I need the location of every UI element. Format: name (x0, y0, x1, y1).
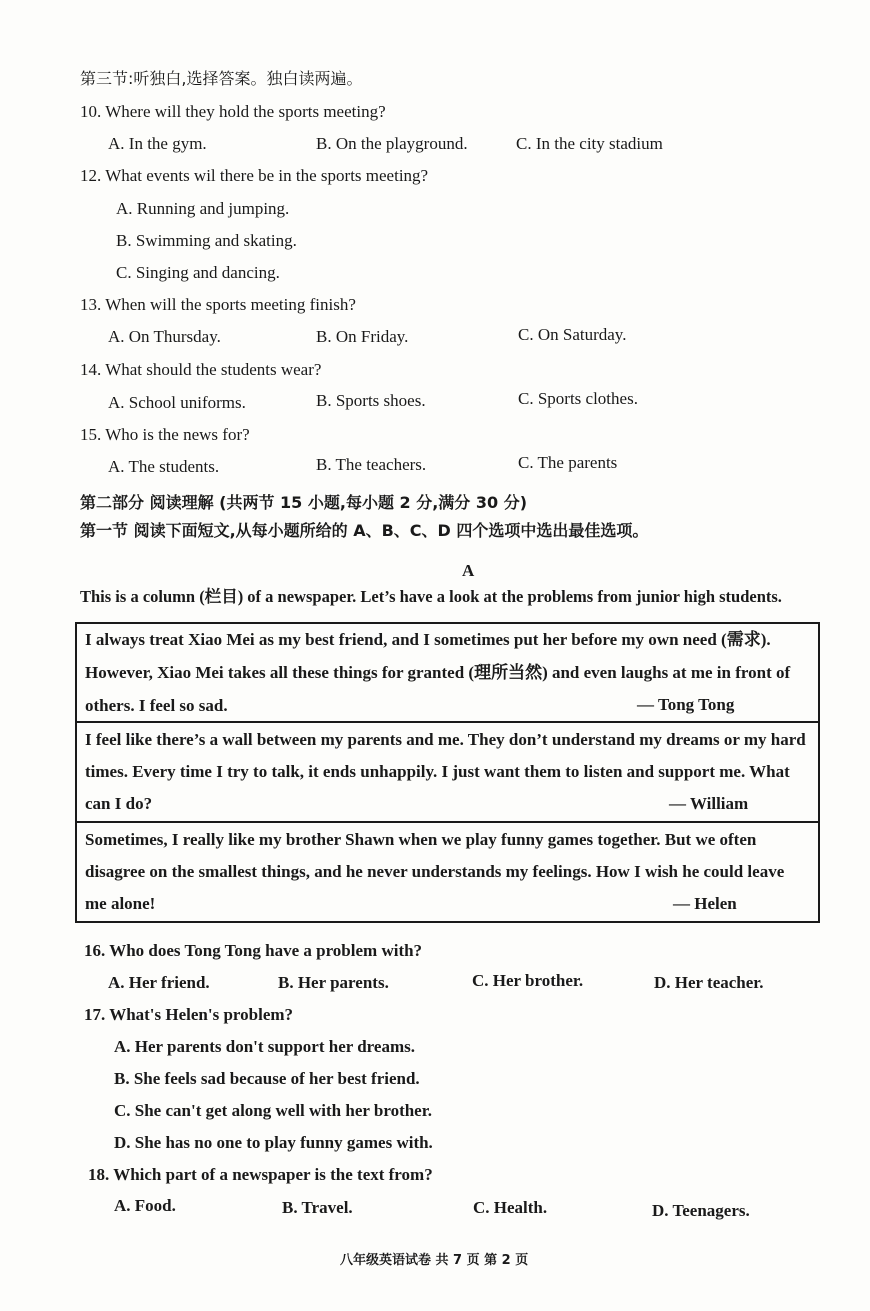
option: C. Singing and dancing. (116, 263, 280, 282)
option: C. She can't get along well with her brother. (114, 1101, 432, 1120)
letter-signature: — Helen (673, 894, 737, 913)
passage-intro: This is a column (栏目) of a newspaper. Let’s have a look at the problems from junior high students. (80, 587, 782, 606)
section-heading: 第三节:听独白,选择答案。独白读两遍。 (80, 69, 363, 88)
option: A. In the gym. (108, 134, 207, 153)
option: C. Health. (473, 1198, 548, 1217)
passage-label: A (462, 561, 475, 580)
option: B. The teachers. (316, 455, 427, 474)
option: A. Running and jumping. (116, 199, 290, 218)
part-heading: 第二部分 阅读理解 (共两节 15 小题,每小题 2 分,满分 30 分) (80, 493, 528, 512)
option: A. Food. (114, 1196, 176, 1215)
letter-tong-tong (77, 624, 818, 723)
letter-signature: — William (669, 794, 749, 813)
option: B. On Friday. (316, 327, 409, 346)
option: A. On Thursday. (108, 327, 221, 346)
letter-line: times. Every time I try to talk, it ends unhappily. I just want them to listen and support me. What (85, 762, 790, 781)
question-stem: 17. What's Helen's problem? (84, 1005, 294, 1024)
letter-line: disagree on the smallest things, and he never understands my feelings. How I wish he could leave (85, 862, 785, 881)
page-footer: 八年级英语试卷 共 7 页 第 2 页 (340, 1253, 529, 1268)
question-stem: 16. Who does Tong Tong have a problem with? (84, 941, 423, 960)
option: A. School uniforms. (108, 393, 246, 412)
option: D. Her teacher. (654, 973, 764, 992)
letter-line: I feel like there’s a wall between my parents and me. They don’t understand my dreams or my hard (85, 730, 806, 749)
option: A. Her friend. (108, 973, 210, 992)
option: C. On Saturday. (518, 325, 627, 344)
letter-helen (77, 823, 818, 921)
option: B. She feels sad because of her best friend. (114, 1069, 420, 1088)
question-stem: 15. Who is the news for? (80, 425, 250, 444)
option: A. The students. (108, 457, 220, 476)
option: B. Travel. (282, 1198, 353, 1217)
question-stem: 18. Which part of a newspaper is the text from? (88, 1165, 433, 1184)
letters-table (75, 622, 820, 923)
option: C. Sports clothes. (518, 389, 638, 408)
letter-william (77, 723, 818, 823)
letter-line: others. I feel so sad. (85, 696, 228, 715)
letter-signature: — Tong Tong (637, 695, 735, 714)
question-stem: 13. When will the sports meeting finish? (80, 295, 356, 314)
question-stem: 12. What events wil there be in the sports meeting? (80, 166, 429, 185)
option: B. Swimming and skating. (116, 231, 297, 250)
option: B. On the playground. (316, 134, 468, 153)
option: D. Teenagers. (652, 1201, 750, 1220)
letter-line: me alone! (85, 894, 156, 913)
letter-line: Sometimes, I really like my brother Shawn when we play funny games together. But we often (85, 830, 757, 849)
letter-line: However, Xiao Mei takes all these things for granted (理所当然) and even laughs at me in front of (85, 663, 791, 682)
letter-line: I always treat Xiao Mei as my best friend, and I sometimes put her before my own need (需求). (85, 630, 771, 649)
option: B. Her parents. (278, 973, 389, 992)
question-stem: 10. Where will they hold the sports meeting? (80, 102, 386, 121)
section-heading: 第一节 阅读下面短文,从每小题所给的 A、B、C、D 四个选项中选出最佳选项。 (80, 521, 649, 540)
option: C. The parents (518, 453, 618, 472)
option: C. In the city stadium (516, 134, 663, 153)
question-stem: 14. What should the students wear? (80, 360, 322, 379)
option: D. She has no one to play funny games with. (114, 1133, 433, 1152)
option: B. Sports shoes. (316, 391, 426, 410)
letter-line: can I do? (85, 794, 153, 813)
option: C. Her brother. (472, 971, 584, 990)
option: A. Her parents don't support her dreams. (114, 1037, 415, 1056)
